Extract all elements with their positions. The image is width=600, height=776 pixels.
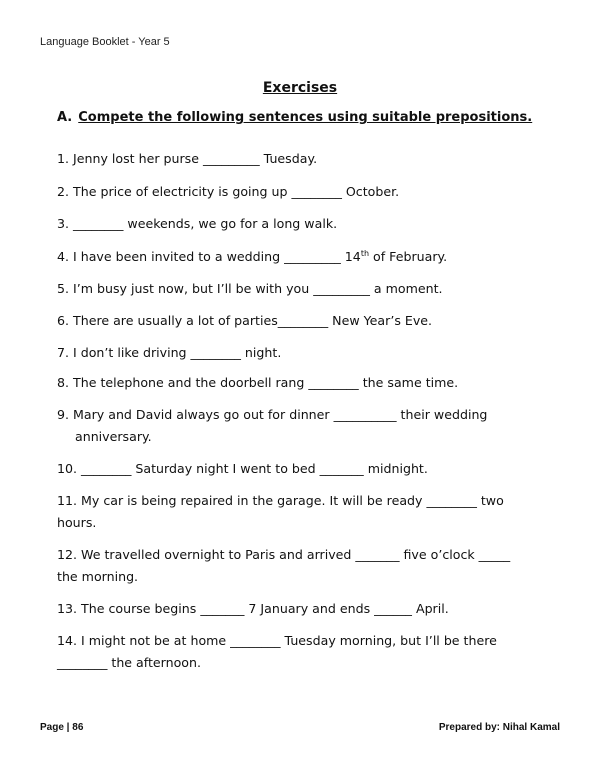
section-instruction: Compete the following sentences using suitable prepositions.	[78, 110, 533, 125]
exercise-item-6	[57, 310, 557, 332]
exercise-item-7	[57, 342, 557, 364]
section-letter: A.	[57, 110, 73, 125]
exercise-text: 11. My car is being repaired in the garage. It will be ready ________ two	[57, 493, 504, 508]
page-title: Exercises	[262, 80, 338, 96]
exercise-text-part: of February.	[369, 249, 448, 264]
exercise-item-4	[57, 246, 557, 268]
exercise-text: 14. I might not be at home ________ Tuesday morning, but I’ll be there	[57, 633, 497, 648]
exercise-text-continued: the morning.	[57, 569, 139, 584]
author-credit: Prepared by: Nihal Kamal	[438, 722, 560, 733]
exercise-text-part: 4. I have been invited to a wedding _________ 14	[57, 249, 361, 264]
page-header: Language Booklet - Year 5	[40, 36, 170, 48]
exercise-item-13	[57, 598, 557, 620]
exercise-text	[57, 246, 557, 268]
exercise-text: 8. The telephone and the doorbell rang ________ the same time.	[57, 375, 459, 390]
page-number: Page | 86	[40, 722, 84, 733]
exercise-item-5	[57, 278, 557, 300]
exercise-text: 1. Jenny lost her purse _________ Tuesday.	[57, 151, 318, 166]
exercise-text: 13. The course begins _______ 7 January and ends ______ April.	[57, 601, 449, 616]
exercise-text-continued: hours.	[57, 515, 97, 530]
section-heading	[57, 110, 532, 125]
exercise-item-1	[57, 148, 557, 170]
exercise-item-14	[57, 630, 557, 674]
exercise-item-8	[57, 372, 557, 394]
exercise-text: 2. The price of electricity is going up ________ October.	[57, 184, 400, 199]
exercise-text: 10. ________ Saturday night I went to bed _______ midnight.	[57, 461, 428, 476]
exercise-item-9	[57, 404, 557, 448]
ordinal-suffix: th	[360, 248, 370, 258]
exercise-text: 7. I don’t like driving ________ night.	[57, 345, 282, 360]
exercise-text-continued: anniversary.	[75, 429, 152, 444]
exercise-item-2	[57, 181, 557, 203]
exercise-text: 12. We travelled overnight to Paris and arrived _______ five o’clock _____	[57, 547, 511, 562]
exercise-text: 9. Mary and David always go out for dinner __________ their wedding	[57, 407, 488, 422]
exercise-item-12	[57, 544, 557, 588]
exercise-item-10	[57, 458, 557, 480]
exercise-text-continued: ________ the afternoon.	[57, 655, 201, 670]
exercise-text: 3. ________ weekends, we go for a long walk.	[57, 216, 338, 231]
exercise-item-11	[57, 490, 557, 534]
exercise-text: 6. There are usually a lot of parties________ New Year’s Eve.	[57, 313, 433, 328]
exercise-text: 5. I’m busy just now, but I’ll be with you _________ a moment.	[57, 281, 443, 296]
exercise-item-3	[57, 213, 557, 235]
